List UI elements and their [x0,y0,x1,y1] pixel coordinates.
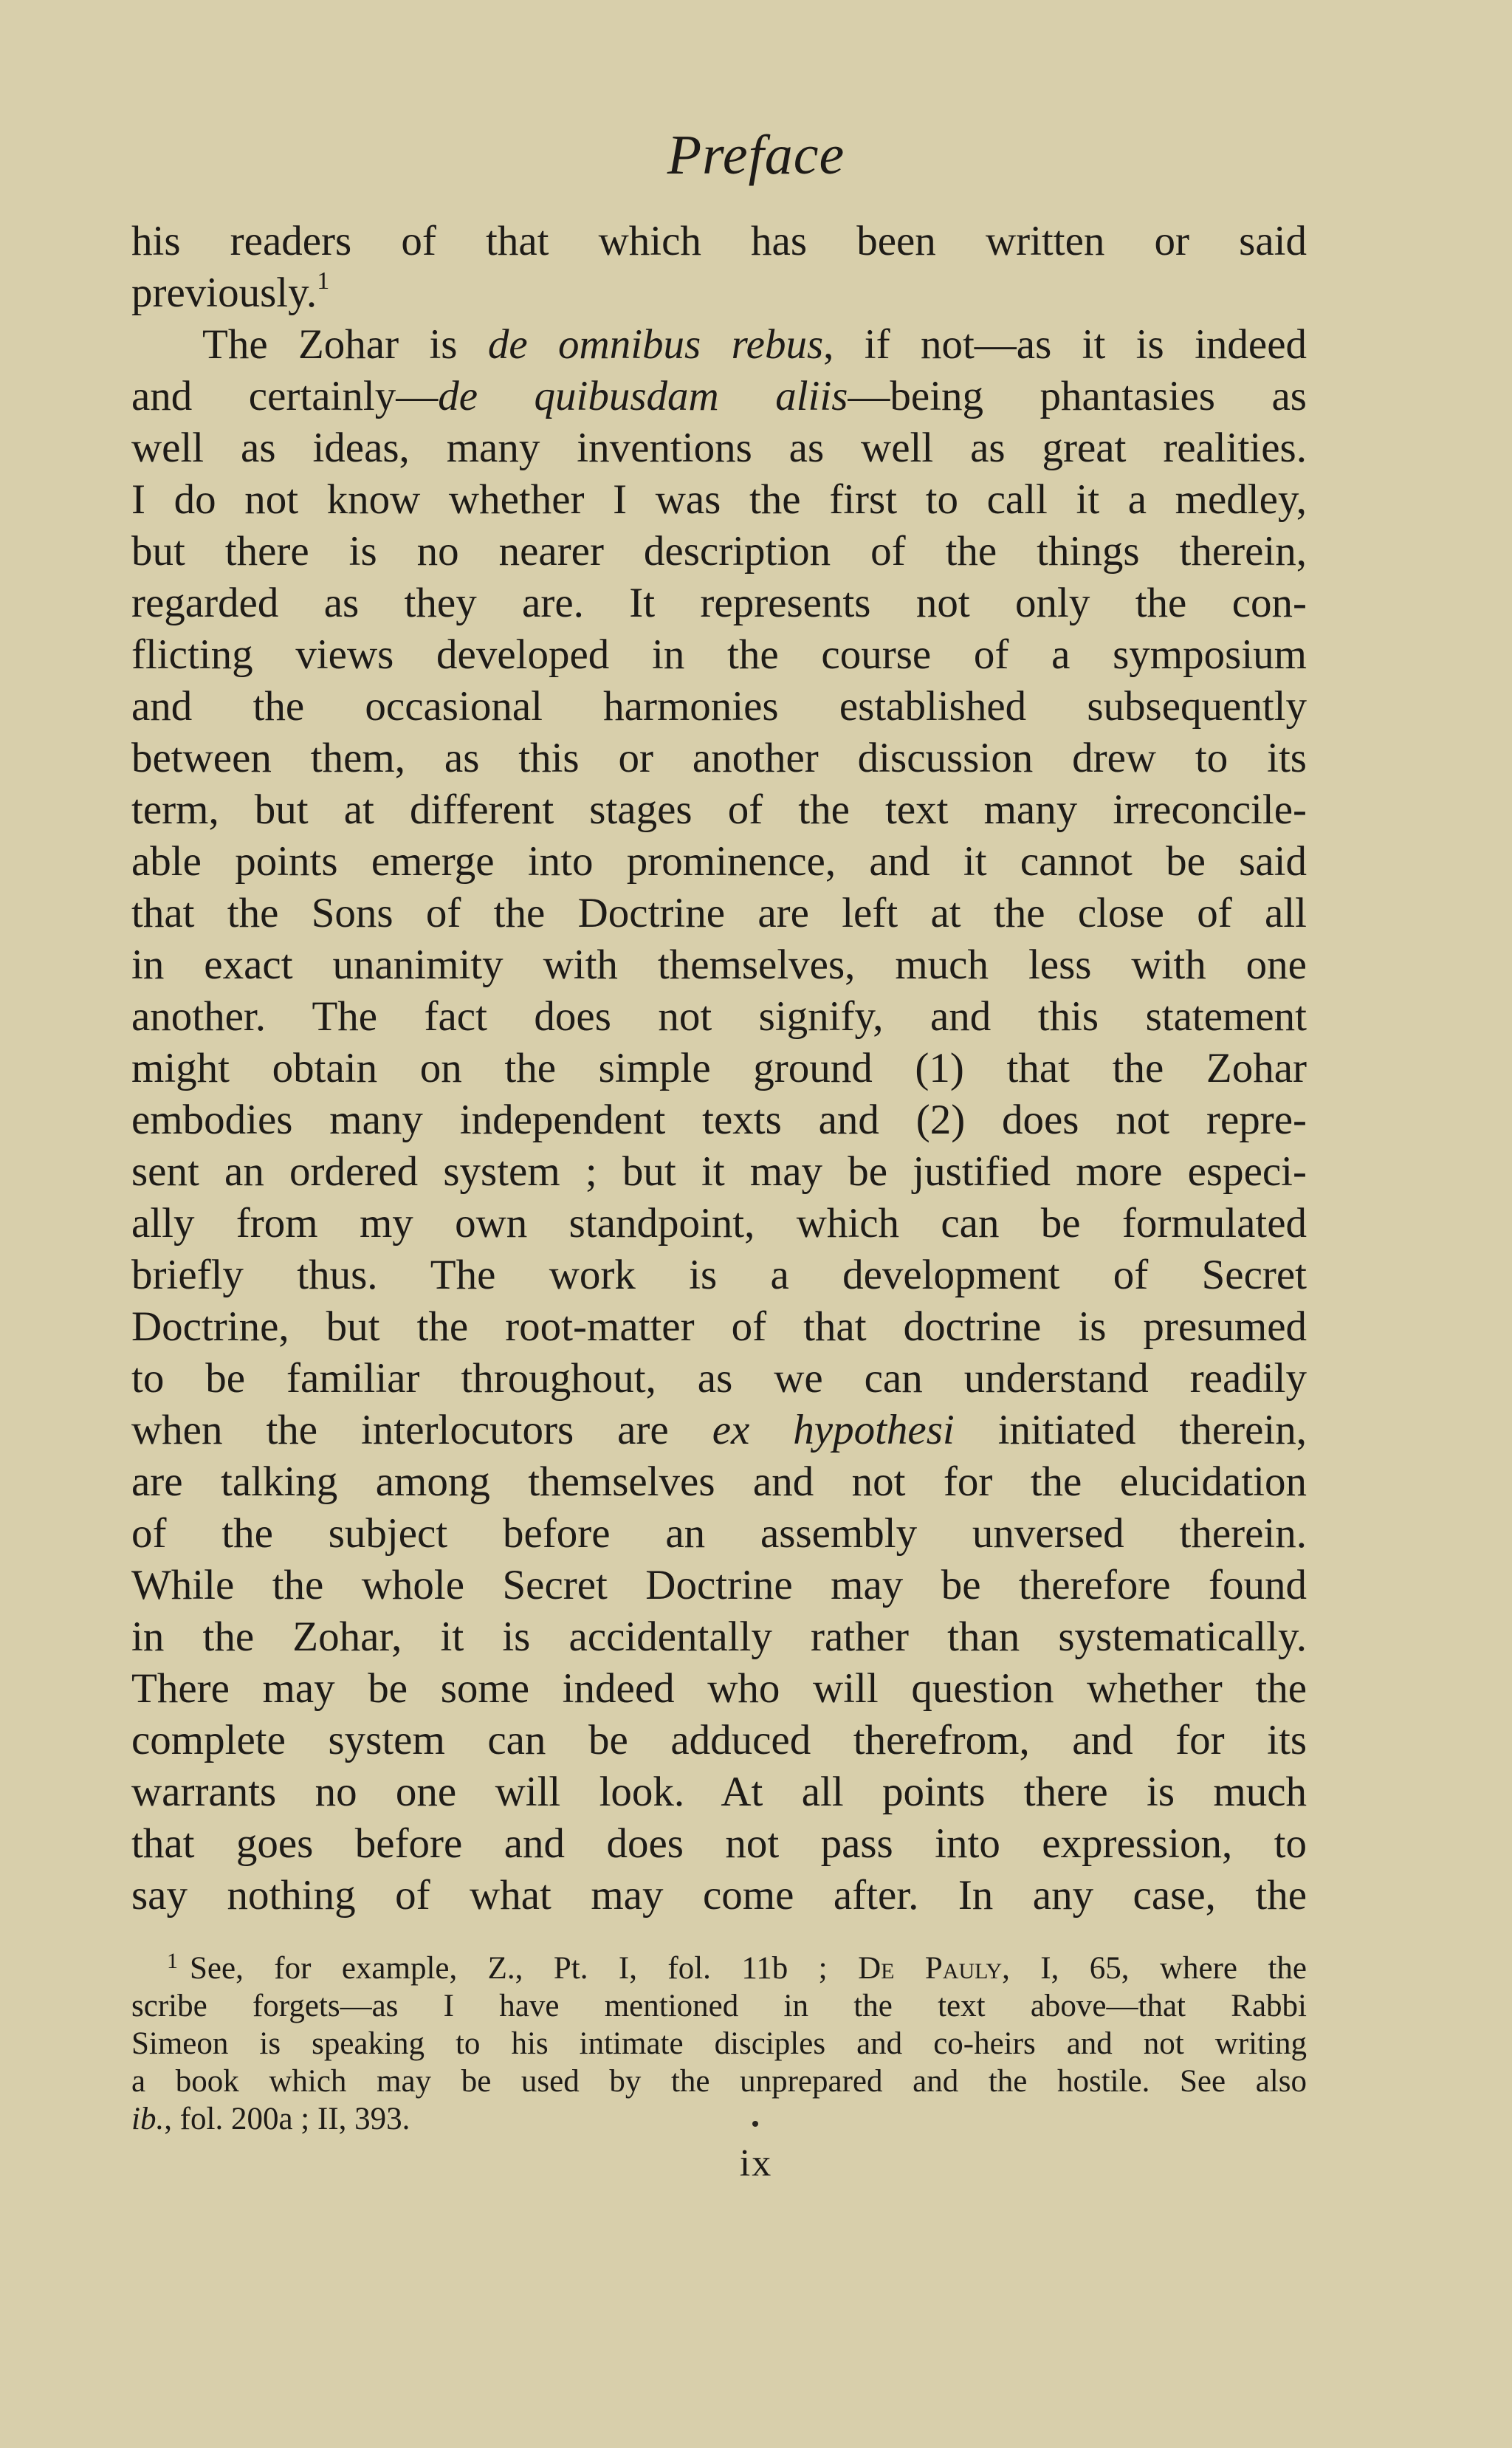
body-line [131,267,1307,319]
text-run: ally from my own standpoint, which can be formulated [131,1200,1307,1247]
body-line [131,1508,1307,1560]
body-line [131,577,1307,629]
page-number: ix [739,2142,773,2184]
footnote-line [131,1950,1307,1987]
text-run: Doctrine, but the root-matter of that doctrine is presumed [131,1303,1307,1350]
body-line [131,836,1307,888]
body-line [131,1715,1307,1766]
text-run: and the occasional harmonies established subsequently [131,683,1307,730]
body-text [131,216,1307,1921]
body-line [131,1611,1307,1663]
text-run: term, but at different stages of the text many irreconcile- [131,786,1307,833]
text-run: initiated therein, [954,1407,1307,1453]
text-run: between them, as this or another discussion drew to its [131,735,1307,781]
text-run: able points emerge into prominence, and it cannot be said [131,838,1307,885]
footnote-line [131,2063,1307,2100]
text-run: embodies many independent texts and (2) does not repre- [131,1097,1307,1143]
text-run: —being phantasies as [848,373,1307,419]
text-run: Simeon is speaking to his intimate disciples and co-heirs and not writing [131,2026,1307,2061]
body-line [131,1249,1307,1301]
text-run: well as ideas, many inventions as well as great realities. [131,425,1307,471]
body-line [131,1353,1307,1405]
body-line [131,526,1307,577]
body-line [131,939,1307,991]
text-run: in the Zohar, it is accidentally rather than systematically. [131,1614,1307,1660]
body-line [131,629,1307,681]
text-run: scribe forgets—as I have mentioned in the text above—that Rabbi [131,1989,1307,2023]
text-run: sent an ordered system ; but it may be justified more especi- [131,1148,1307,1195]
text-run: See, for example, Z., Pt. I, fol. 11b ; [190,1951,859,1986]
text-run: his readers of that which has been written or said [131,218,1307,264]
text-run: I do not know whether I was the first to call it a medley, [131,476,1307,523]
body-line [131,1043,1307,1094]
body-line [131,733,1307,784]
body-line [131,784,1307,836]
body-line [131,1198,1307,1249]
text-run: but there is no nearer description of the things therein, [131,528,1307,575]
italic-text: ex hypothesi [712,1407,955,1453]
text-run: are talking among themselves and not for the elucidation [131,1458,1307,1505]
body-line [131,216,1307,267]
text-run: While the whole Secret Doctrine may be therefore found [131,1562,1307,1608]
footnotes [131,1950,1307,2138]
page-number-dot [752,2121,758,2127]
text-run: The Zohar is [202,321,488,368]
text-run: to be familiar throughout, as we can understand readily [131,1355,1307,1402]
text-run: There may be some indeed who will question whether the [131,1665,1307,1712]
text-run: warrants no one will look. At all points there is much [131,1769,1307,1815]
text-run: and certainly— [131,373,439,419]
text-run: regarded as they are. It represents not only the con- [131,580,1307,626]
text-run: of the subject before an assembly unversed therein. [131,1510,1307,1557]
body-line [131,1456,1307,1508]
text-run: , I, 65, where the [1002,1951,1307,1986]
text-run: , fol. 200a ; II, 393. [164,2102,410,2136]
text-run: another. The fact does not signify, and this statement [131,993,1307,1040]
body-line [131,371,1307,422]
body-line [131,1405,1307,1456]
body-line [131,681,1307,733]
body-line [131,422,1307,474]
author-name: De Pauly [858,1951,1003,1986]
text-run: complete system can be adduced therefrom, and for its [131,1717,1307,1763]
text-run: flicting views developed in the course of a symposium [131,631,1307,678]
running-head: Preface [667,124,845,186]
text-run: when the interlocutors are [131,1407,712,1453]
body-line [131,888,1307,939]
body-line [131,1146,1307,1198]
body-line [131,1663,1307,1715]
footnote-number: 1 [167,1949,178,1973]
body-line [131,1870,1307,1921]
body-line [131,1094,1307,1146]
italic-text: de quibusdam aliis [438,373,848,419]
text-run: that the Sons of the Doctrine are left at the close of all [131,890,1307,936]
text-run: a book which may be used by the unprepared and the hostile. See also [131,2064,1307,2099]
footnote-line [131,2100,1307,2138]
text-run: say nothing of what may come after. In any case, the [131,1872,1307,1919]
text-run: previously. [131,270,317,316]
footnote-line [131,2025,1307,2063]
footnote-line [131,1987,1307,2025]
text-run: briefly thus. The work is a development of Secret [131,1252,1307,1298]
body-line [131,1560,1307,1611]
footnote-reference: 1 [317,267,330,295]
text-run: that goes before and does not pass into expression, to [131,1820,1307,1867]
body-line [131,1818,1307,1870]
body-line [131,1766,1307,1818]
italic-text: ib. [131,2102,165,2136]
body-line [131,991,1307,1043]
body-line [131,1301,1307,1353]
text-run: in exact unanimity with themselves, much less with one [131,942,1307,988]
body-line [131,474,1307,526]
text-run: might obtain on the simple ground (1) that the Zohar [131,1045,1307,1091]
body-line [131,319,1307,371]
italic-text: de omnibus rebus [487,321,824,368]
text-run: , if not—as it is indeed [823,321,1307,368]
